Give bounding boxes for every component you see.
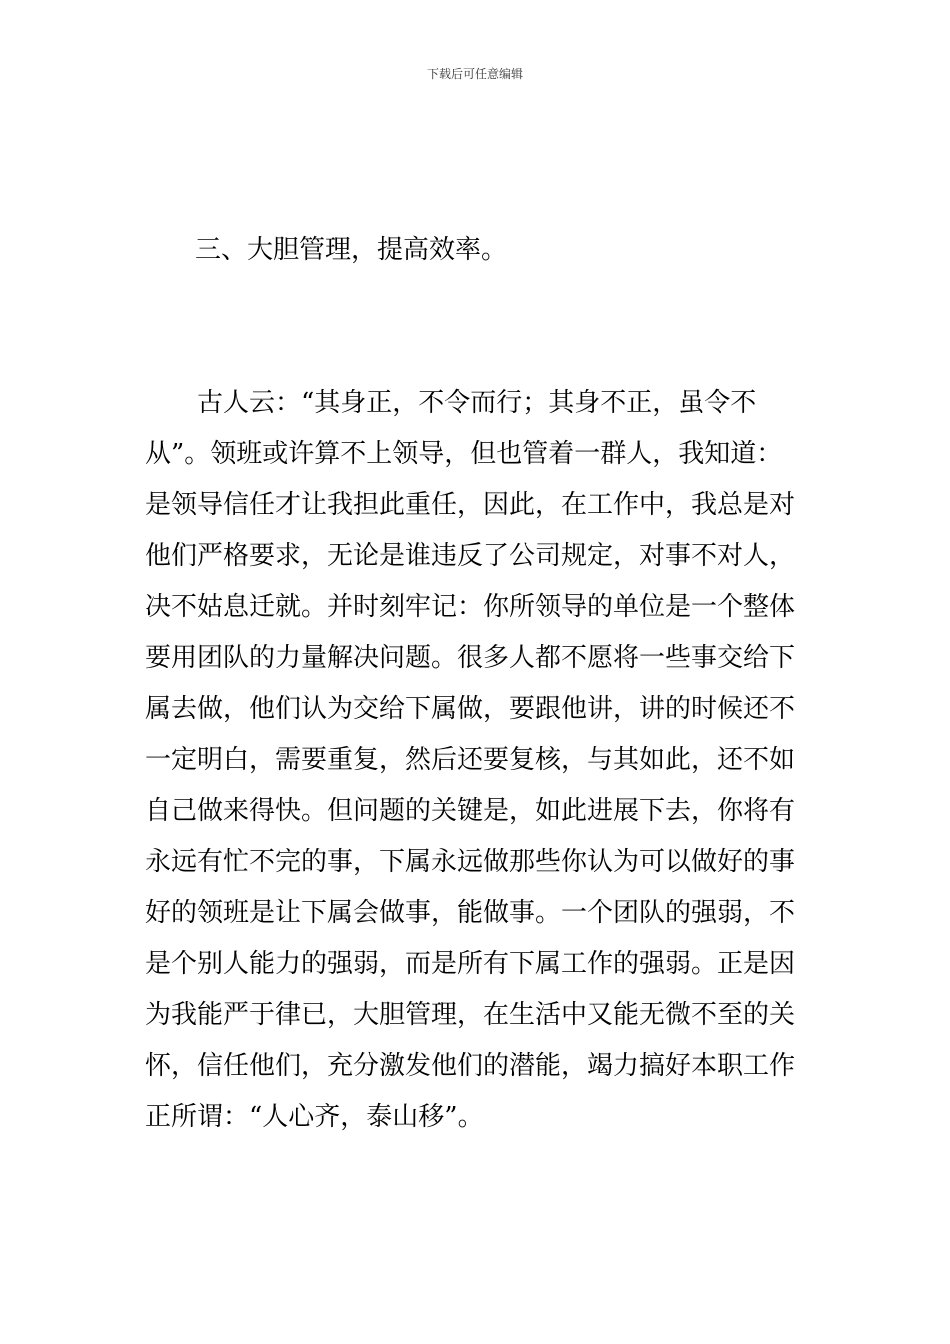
paragraph-line: 是个别人能力的强弱，而是所有下属工作的强弱。正是因 (145, 949, 796, 979)
paragraph-line: 古人云：“其身正，不令而行；其身不正，虽令不 (197, 388, 757, 418)
paragraph-line: 怀，信任他们，充分激发他们的潜能，竭力搞好本职工作 (145, 1051, 796, 1081)
paragraph-line: 要用团队的力量解决问题。很多人都不愿将一些事交给下 (145, 643, 796, 673)
paragraph-line: 一定明白，需要重复，然后还要复核，与其如此，还不如 (145, 745, 796, 775)
paragraph-line: 自己做来得快。但问题的关键是，如此进展下去，你将有 (145, 796, 796, 826)
paragraph-line: 决不姑息迁就。并时刻牢记：你所领导的单位是一个整体 (145, 592, 796, 622)
paragraph-line: 好的领班是让下属会做事，能做事。一个团队的强弱，不 (145, 898, 796, 928)
page-header-note: 下载后可任意编辑 (426, 67, 523, 81)
body-paragraph (145, 378, 815, 1143)
paragraph-line: 是领导信任才让我担此重任，因此，在工作中，我总是对 (145, 490, 796, 520)
paragraph-line: 属去做，他们认为交给下属做，要跟他讲，讲的时候还不 (145, 694, 796, 724)
paragraph-line: 为我能严于律已，大胆管理，在生活中又能无微不至的关 (145, 1000, 796, 1030)
section-heading: 三、大胆管理，提高效率。 (195, 235, 508, 265)
paragraph-line: 永远有忙不完的事，下属永远做那些你认为可以做好的事 (145, 847, 796, 877)
paragraph-line: 从”。领班或许算不上领导，但也管着一群人，我知道： (145, 439, 783, 469)
paragraph-line: 正所谓：“人心齐，泰山移”。 (145, 1102, 484, 1132)
paragraph-line: 他们严格要求，无论是谁违反了公司规定，对事不对人， (145, 541, 796, 571)
